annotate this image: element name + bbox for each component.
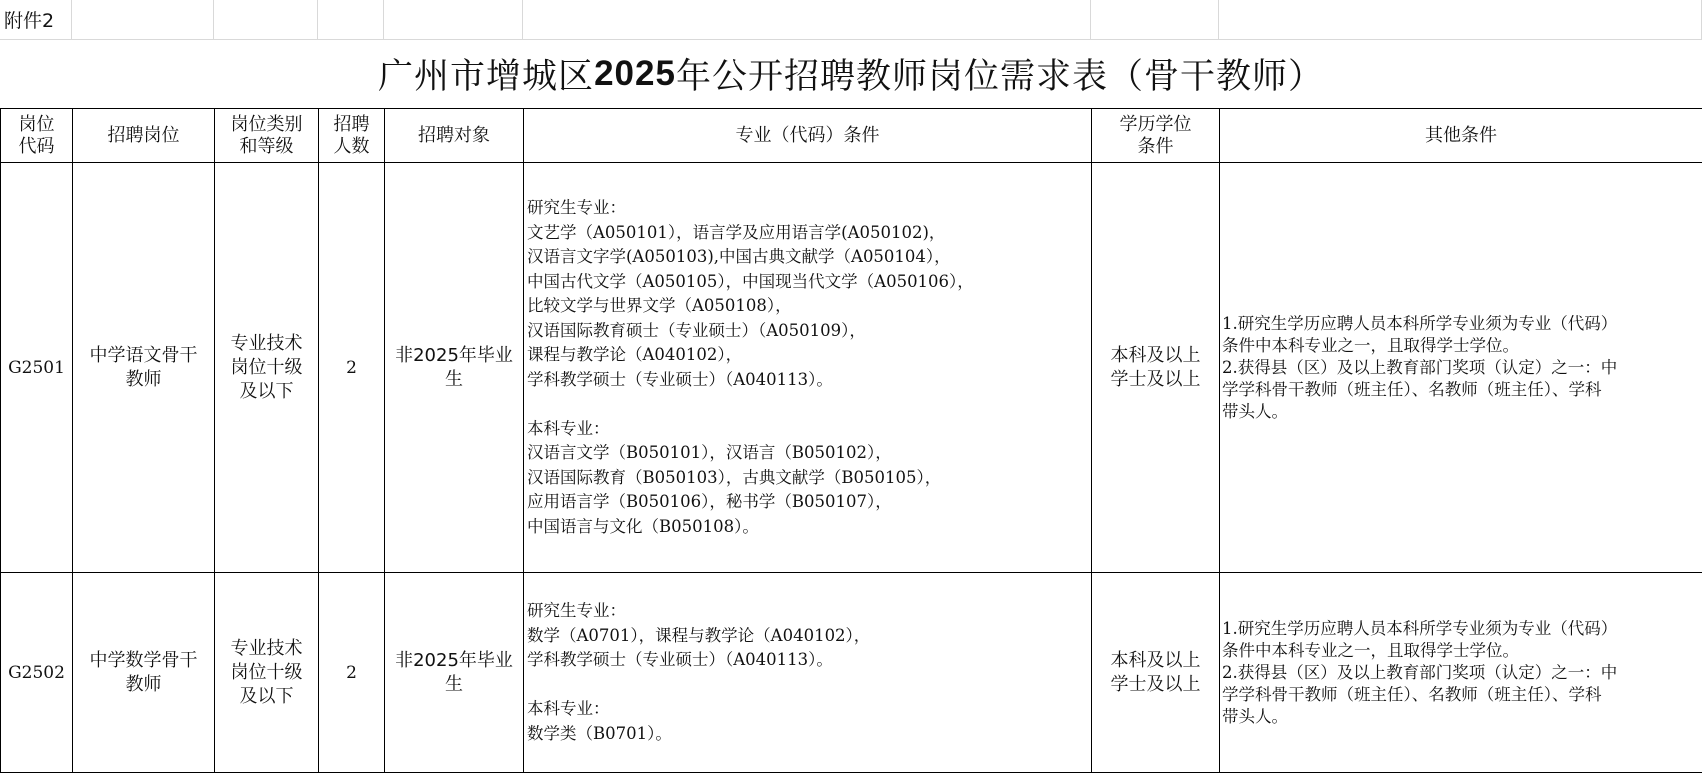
header-major[interactable]: 专业（代码）条件 <box>524 109 1092 163</box>
cell-position[interactable]: 中学数学骨干 教师 <box>73 573 215 773</box>
cell-position[interactable]: 中学语文骨干 教师 <box>73 163 215 573</box>
empty-cell[interactable] <box>384 0 523 40</box>
empty-cell[interactable] <box>1219 0 1702 40</box>
cell-count[interactable]: 2 <box>319 163 385 573</box>
header-count[interactable]: 招聘 人数 <box>319 109 385 163</box>
major-line: 汉语国际教育硕士（专业硕士）（A050109）， <box>527 319 1091 344</box>
other-line: 条件中本科专业之一，且取得学士学位。 <box>1222 640 1702 662</box>
major-line: 汉语国际教育（B050103），古典文献学（B050105）， <box>527 466 1091 491</box>
empty-cell[interactable] <box>214 0 318 40</box>
header-other[interactable]: 其他条件 <box>1220 109 1702 163</box>
other-line: 1.研究生学历应聘人员本科所学专业须为专业（代码） <box>1222 618 1702 640</box>
other-line: 2.获得县（区）及以上教育部门奖项（认定）之一：中 <box>1222 662 1702 684</box>
major-ug-title: 本科专业： <box>527 417 1091 442</box>
major-line: 比较文学与世界文学（A050108）， <box>527 294 1091 319</box>
empty-cell[interactable] <box>318 0 384 40</box>
cell-target[interactable]: 非2025年毕业 生 <box>385 163 524 573</box>
page-title <box>0 40 1702 108</box>
major-line: 课程与教学论（A040102）， <box>527 343 1091 368</box>
major-line: 数学（A0701），课程与教学论（A040102）， <box>527 624 1091 649</box>
major-line: 数学类（B0701）。 <box>527 722 1091 747</box>
major-line: 汉语言文字学(A050103),中国古典文献学（A050104）， <box>527 245 1091 270</box>
cell-major[interactable] <box>524 573 1092 773</box>
cell-other[interactable] <box>1220 573 1702 773</box>
major-gap <box>527 673 1091 698</box>
cell-code[interactable]: G2502 <box>1 573 73 773</box>
header-position[interactable]: 招聘岗位 <box>73 109 215 163</box>
major-grad-title: 研究生专业： <box>527 196 1091 221</box>
header-education[interactable]: 学历学位 条件 <box>1092 109 1220 163</box>
other-line: 学学科骨干教师（班主任）、名教师（班主任）、学科 <box>1222 684 1702 706</box>
cell-education[interactable]: 本科及以上 学士及以上 <box>1092 163 1220 573</box>
other-line: 2.获得县（区）及以上教育部门奖项（认定）之一：中 <box>1222 357 1702 379</box>
cell-other[interactable] <box>1220 163 1702 573</box>
header-code[interactable]: 岗位 代码 <box>1 109 73 163</box>
cell-major[interactable] <box>524 163 1092 573</box>
header-row <box>1 109 1702 163</box>
major-line: 中国语言与文化（B050108）。 <box>527 515 1091 540</box>
major-line: 汉语言文学（B050101），汉语言（B050102）， <box>527 441 1091 466</box>
other-line: 1.研究生学历应聘人员本科所学专业须为专业（代码） <box>1222 313 1702 335</box>
cell-category[interactable]: 专业技术 岗位十级 及以下 <box>215 163 319 573</box>
major-grad-title: 研究生专业： <box>527 599 1091 624</box>
attachment-row <box>0 0 1702 40</box>
attachment-label: 附件2 <box>4 6 54 33</box>
major-line: 学科教学硕士（专业硕士）（A040113）。 <box>527 368 1091 393</box>
empty-cell[interactable] <box>72 0 214 40</box>
cell-education[interactable]: 本科及以上 学士及以上 <box>1092 573 1220 773</box>
title-post: 年公开招聘教师岗位需求表（骨干教师） <box>676 49 1324 99</box>
title-year: 2025 <box>594 54 676 94</box>
cell-category[interactable]: 专业技术 岗位十级 及以下 <box>215 573 319 773</box>
empty-cell[interactable] <box>523 0 1091 40</box>
header-target[interactable]: 招聘对象 <box>385 109 524 163</box>
other-line: 带头人。 <box>1222 706 1702 728</box>
empty-cell[interactable] <box>1091 0 1219 40</box>
other-line: 学学科骨干教师（班主任）、名教师（班主任）、学科 <box>1222 379 1702 401</box>
recruitment-table <box>0 108 1702 773</box>
major-gap <box>527 392 1091 417</box>
other-line: 条件中本科专业之一，且取得学士学位。 <box>1222 335 1702 357</box>
other-line: 带头人。 <box>1222 401 1702 423</box>
header-category[interactable]: 岗位类别 和等级 <box>215 109 319 163</box>
cell-target[interactable]: 非2025年毕业 生 <box>385 573 524 773</box>
table-row <box>1 163 1702 573</box>
major-line: 应用语言学（B050106），秘书学（B050107）， <box>527 490 1091 515</box>
major-line: 学科教学硕士（专业硕士）（A040113）。 <box>527 648 1091 673</box>
major-line: 中国古代文学（A050105），中国现当代文学（A050106）， <box>527 270 1091 295</box>
title-pre: 广州市增城区 <box>378 49 594 99</box>
cell-code[interactable]: G2501 <box>1 163 73 573</box>
major-line: 文艺学（A050101），语言学及应用语言学(A050102)， <box>527 221 1091 246</box>
cell-count[interactable]: 2 <box>319 573 385 773</box>
table-row <box>1 573 1702 773</box>
major-ug-title: 本科专业： <box>527 697 1091 722</box>
cell-attachment[interactable] <box>0 0 72 40</box>
